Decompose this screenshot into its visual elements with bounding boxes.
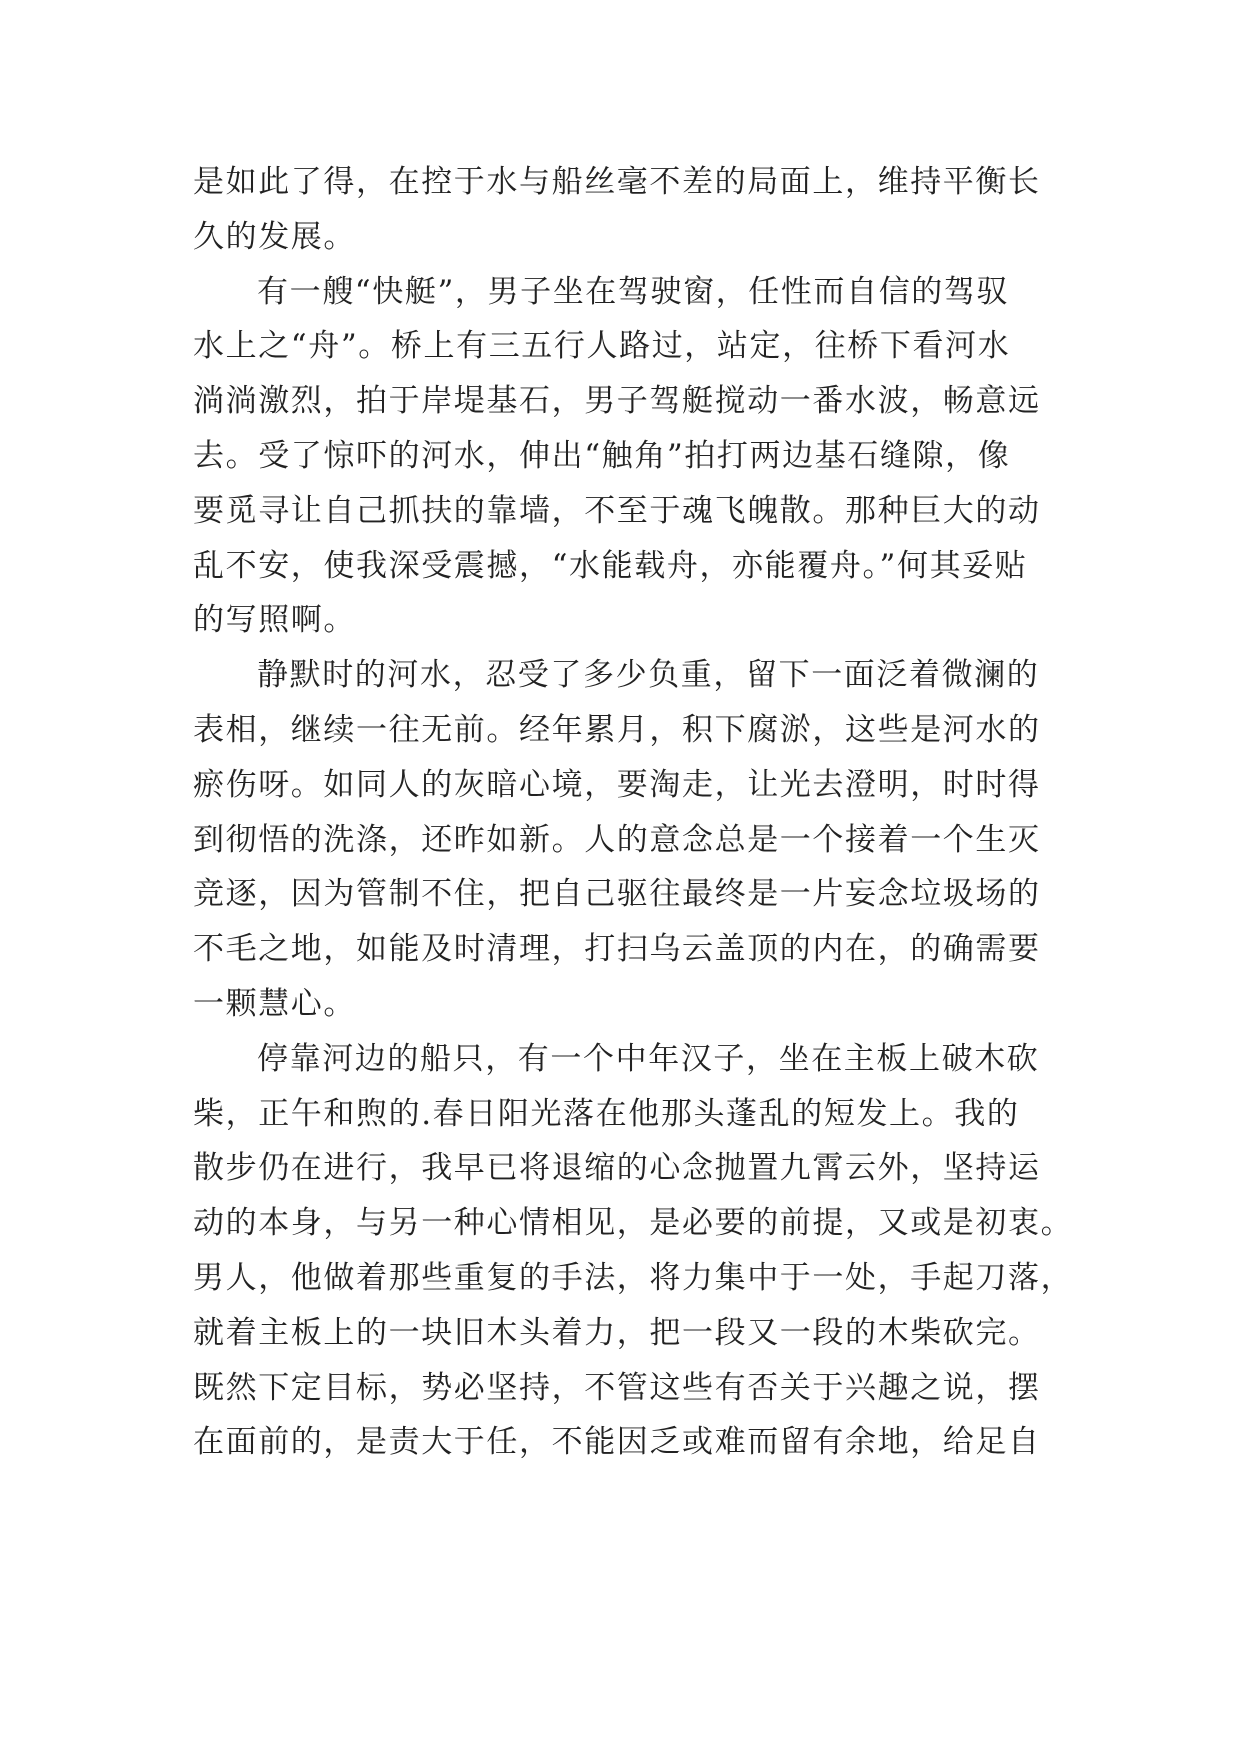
text-line: 散步仍在进行，我早已将退缩的心念抛置九霄云外，坚持运 <box>193 1150 1041 1187</box>
text-line: 去。受了惊吓的河水，伸出“触角”拍打两边基石缝隙，像 <box>193 437 1011 474</box>
body-text <box>193 155 1093 1470</box>
text-line: 要觅寻让自己抓扶的靠墙，不至于魂飞魄散。那种巨大的动 <box>193 492 1041 529</box>
paragraph-first-line: 有一艘“快艇”，男子坐在驾驶窗，任性而自信的驾驭 <box>257 273 1010 310</box>
text-line: 乱不安，使我深受震撼，“水能载舟，亦能覆舟。”何其妥贴 <box>193 547 1028 584</box>
paragraph-first-line: 静默时的河水，忍受了多少负重，留下一面泛着微澜的 <box>257 657 1040 694</box>
text-line: 一颗慧心。 <box>193 985 356 1022</box>
text-line: 的写照啊。 <box>193 602 356 639</box>
text-line: 久的发展。 <box>193 218 356 255</box>
text-line: 表相，继续一往无前。经年累月，积下腐淤，这些是河水的 <box>193 711 1041 748</box>
text-line: 淌淌激烈，拍于岸堤基石，男子驾艇搅动一番水波，畅意远 <box>193 383 1041 420</box>
text-line: 竞逐，因为管制不住，把自己驱往最终是一片妄念垃圾场的 <box>193 876 1041 913</box>
text-line: 既然下定目标，势必坚持，不管这些有否关于兴趣之说，摆 <box>193 1369 1041 1406</box>
text-line: 就着主板上的一块旧木头着力，把一段又一段的木柴砍完。 <box>193 1314 1041 1351</box>
text-line: 到彻悟的洗涤，还昨如新。人的意念总是一个接着一个生灭 <box>193 821 1041 858</box>
text-line: 是如此了得，在控于水与船丝毫不差的局面上，维持平衡长 <box>193 164 1041 200</box>
text-line: 柴，正午和煦的.春日阳光落在他那头蓬乱的短发上。我的 <box>193 1095 1020 1132</box>
text-line: 在面前的，是责大于任，不能因乏或难而留有余地，给足自 <box>193 1424 1041 1461</box>
text-line: 瘀伤呀。如同人的灰暗心境，要淘走，让光去澄明，时时得 <box>193 766 1041 803</box>
text-line: 水上之“舟”。桥上有三五行人路过，站定，往桥下看河水 <box>193 328 1011 365</box>
paragraph-first-line: 停靠河边的船只，有一个中年汉子，坐在主板上破木砍 <box>257 1040 1040 1077</box>
text-line: 男人，他做着那些重复的手法，将力集中于一处，手起刀落， <box>193 1259 1074 1296</box>
text-line: 动的本身，与另一种心情相见，是必要的前提，又或是初衷。 <box>193 1205 1074 1242</box>
text-line: 不毛之地，如能及时清理，打扫乌云盖顶的内在，的确需要 <box>193 931 1041 968</box>
